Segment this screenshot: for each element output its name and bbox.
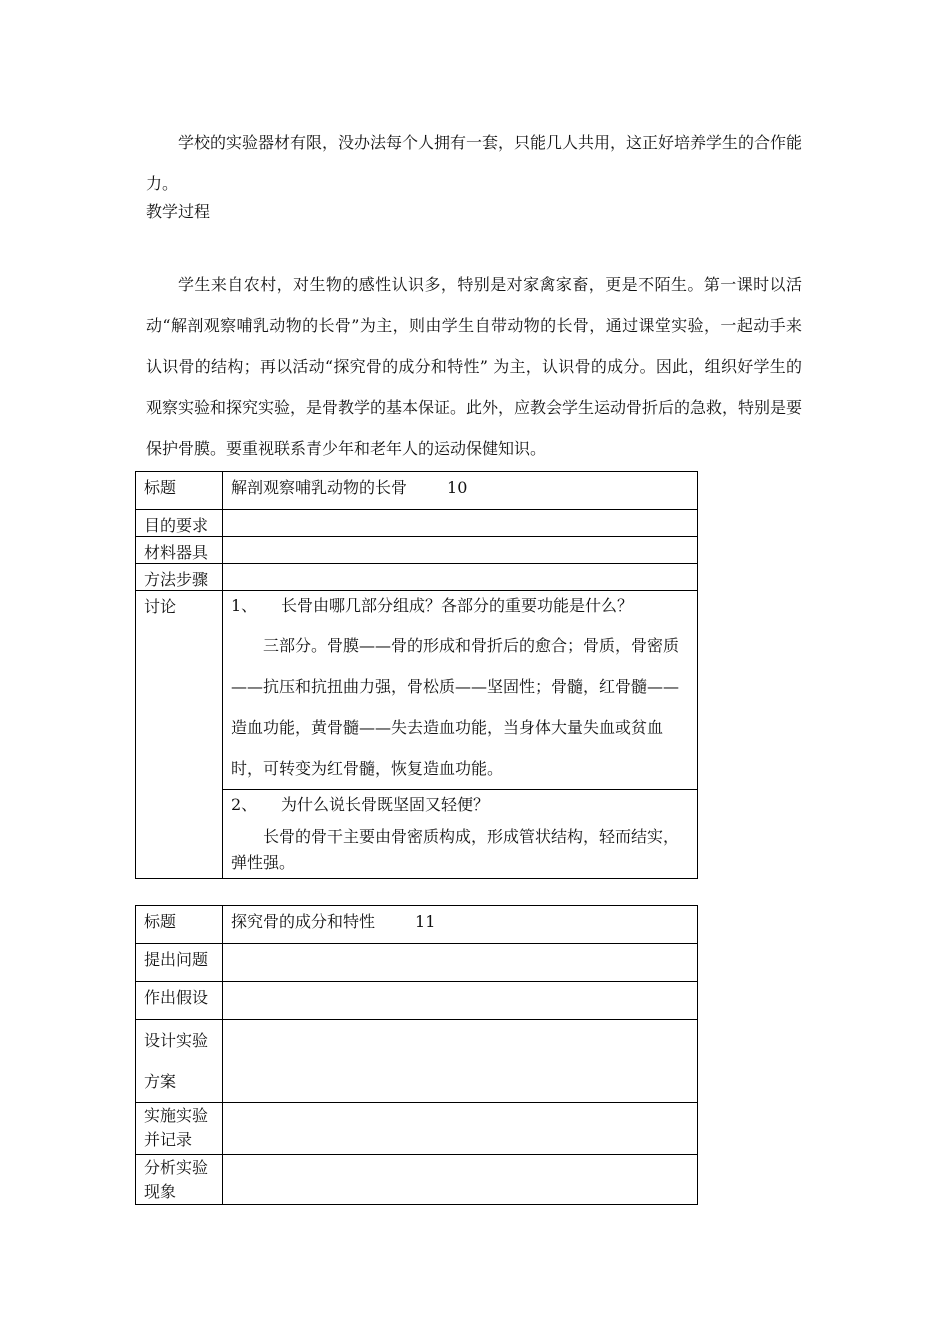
section-heading: 教学过程 [146,202,211,221]
discussion-q2-cell [223,790,698,879]
question-2-text: 为什么说长骨既坚固又轻便？ [281,795,490,814]
table-row [136,537,698,564]
question-1 [231,591,689,619]
hypothesis-label-cell: 作出假设 [136,982,223,1020]
discussion-q1-cell [223,591,698,790]
table-row [136,1103,698,1155]
method-label-cell: 方法步骤 [136,564,223,591]
table-row [136,472,698,510]
table-row [136,944,698,982]
answer-2: 长骨的骨干主要由骨密质构成，形成管状结构，轻而结实，弹性强。 [231,827,680,872]
question-label-cell: 提出问题 [136,944,223,982]
question-value-cell [223,944,698,982]
design-value-cell [223,1020,698,1103]
analyze-label-line-1: 分析实验 [144,1158,209,1177]
title-number: 11 [415,912,436,931]
title-label-cell: 标题 [136,906,223,944]
title-value-cell [223,472,698,510]
analyze-label-line-2: 现象 [144,1182,177,1201]
goal-label-cell: 目的要求 [136,510,223,537]
implement-label-line-1: 实施实验 [144,1106,209,1125]
implement-label-cell [136,1103,223,1155]
materials-label-cell: 材料器具 [136,537,223,564]
design-label-line-2: 方案 [144,1072,177,1091]
title-value-cell [223,906,698,944]
answer-1: 三部分。骨膜——骨的形成和骨折后的愈合；骨质，骨密质——抗压和抗扭曲力强，骨松质——坚固性；骨髓，红骨髓——造血功能，黄骨髓——失去造血功能，当身体大量失血或贫血时，可转变为红骨髓，恢复造血功能。 [231,636,680,778]
question-1-text: 长骨由哪几部分组成？各部分的重要功能是什么？ [281,596,634,615]
table-row [136,982,698,1020]
question-2 [231,790,689,818]
design-label-line-1: 设计实验 [144,1031,209,1050]
title-label-cell: 标题 [136,472,223,510]
title-value: 解剖观察哺乳动物的长骨 [231,478,408,497]
intro-paragraph-1: 学校的实验器材有限，没办法每个人拥有一套，只能几人共用，这正好培养学生的合作能力。 [146,133,803,193]
implement-label-line-2: 并记录 [144,1130,193,1149]
intro-paragraph-2: 学生来自农村，对生物的感性认识多，特别是对家禽家畜，更是不陌生。第一课时以活动“解剖观察哺乳动物的长骨”为主，则由学生自带动物的长骨，通过课堂实验，一起动手来认识骨的结构；再以活动“探究骨的成分和特性” 为主，认识骨的成分。因此，组织好学生的观察实验和探究实验，是骨教学的基本保证。此外，应教会学生运动骨折后的急救，特别是要保护骨膜。要重视联系青少年和老年人的运动保健知识。 [146,275,803,458]
method-value-cell [223,564,698,591]
analyze-label-cell [136,1155,223,1205]
title-value: 探究骨的成分和特性 [231,912,376,931]
table-row [136,1020,698,1103]
bone-dissection-table [135,471,698,879]
hypothesis-value-cell [223,982,698,1020]
table-row [136,1155,698,1205]
discussion-label-cell: 讨论 [136,591,223,879]
table-row [136,906,698,944]
design-label-cell [136,1020,223,1103]
bone-composition-table [135,905,698,1205]
analyze-value-cell [223,1155,698,1205]
table-row [136,591,698,790]
goal-value-cell [223,510,698,537]
question-1-index: 1、 [231,596,258,615]
implement-value-cell [223,1103,698,1155]
question-2-index: 2、 [231,795,258,814]
materials-value-cell [223,537,698,564]
title-number: 10 [447,478,468,497]
table-row [136,510,698,537]
table-row [136,564,698,591]
